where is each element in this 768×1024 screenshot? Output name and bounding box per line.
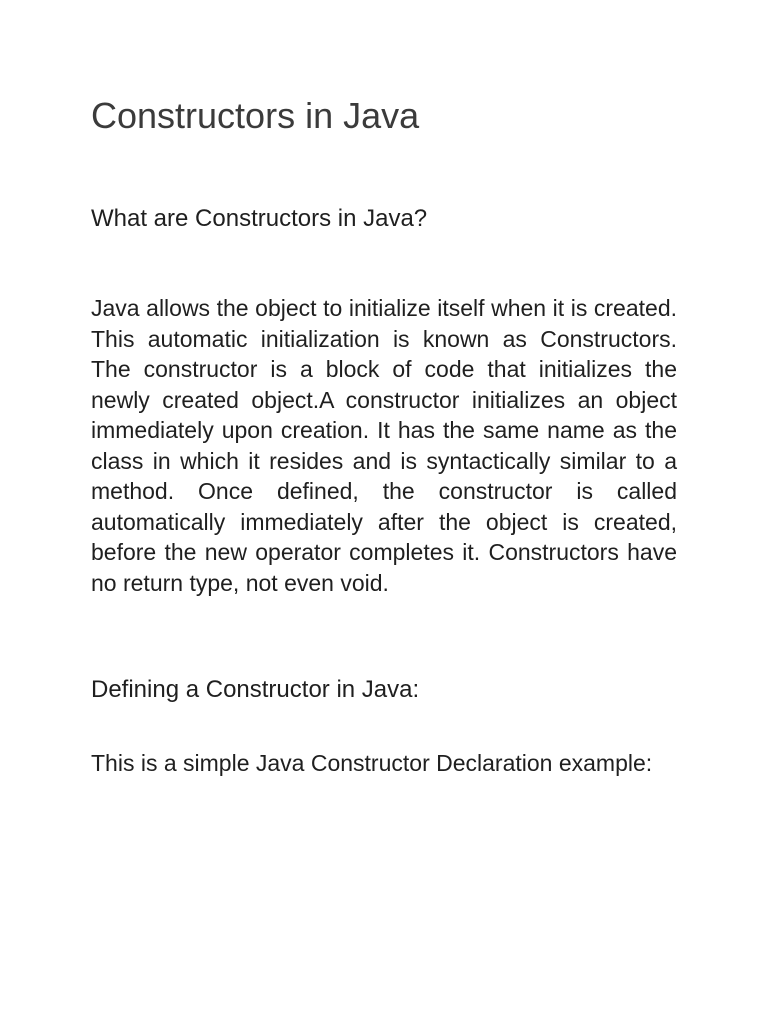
section-paragraph-constructors-intro: Java allows the object to initialize itself when it is created. This automatic initialization is known as Constructors. The constructor is a block of code that initializes the newly created object.A constructor initializes an object immediately upon creation. It has the same name as the class in which it resides and is syntactically similar to a method. Once defined, the constructor is called automatically immediately after the object is created, before the new operator completes it. Constructors have no return type, not even void. [91, 295, 677, 596]
section-heading-what-are-constructors: What are Constructors in Java? [91, 205, 428, 232]
section-paragraph-declaration-example: This is a simple Java Constructor Declaration example: [91, 750, 653, 776]
page-title: Constructors in Java [91, 95, 420, 136]
section-heading-defining-constructor: Defining a Constructor in Java: [91, 676, 420, 703]
